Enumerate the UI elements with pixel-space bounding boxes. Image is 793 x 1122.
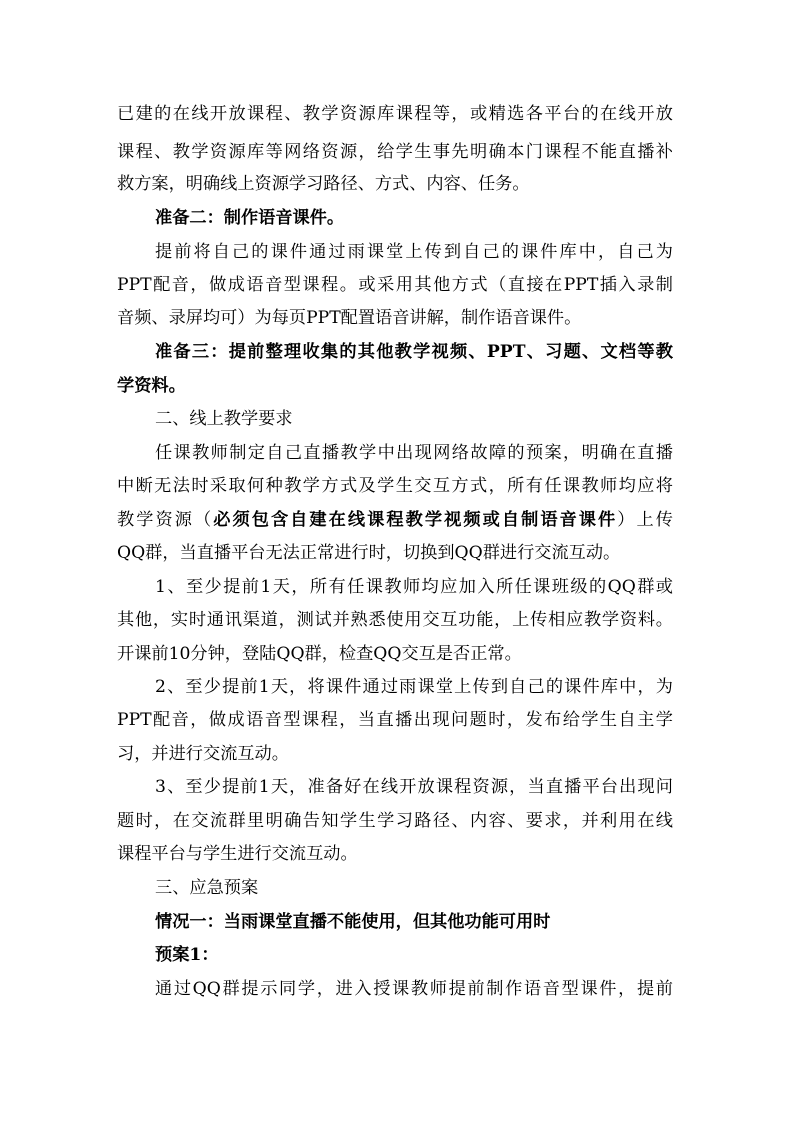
- section-heading: 二、线上教学要求: [155, 409, 293, 429]
- section-subheading: 学资料。: [117, 376, 186, 396]
- body-text-line: 任课教师制定自己直播教学中出现网络故障的预案，明确在直播: [155, 443, 673, 463]
- body-text-line: 提前将自己的课件通过雨课堂上传到自己的课件库中，自己为: [155, 242, 673, 262]
- body-text-line: 救方案，明确线上资源学习路径、方式、内容、任务。: [117, 174, 530, 194]
- body-text-line: 课程平台与学生进行交流互动。: [117, 844, 358, 864]
- body-text-line: 中断无法时采取何种教学方式及学生交互方式，所有任课教师均应将: [117, 476, 673, 496]
- section-subheading: 情况一：当雨课堂直播不能使用，但其他功能可用时: [155, 912, 551, 932]
- body-text-line: 已建的在线开放课程、教学资源库课程等，或精选各平台的在线开放: [117, 104, 673, 124]
- section-subheading: 准备三：提前整理收集的其他教学视频、PPT、习题、文档等教: [155, 342, 673, 362]
- body-text-line: 通过QQ群提示同学，进入授课教师提前制作语音型课件，提前: [155, 979, 673, 999]
- body-text-line: 其他，实时通讯渠道，测试并熟悉使用交互功能，上传相应教学资料。: [117, 610, 673, 630]
- body-text-line: 习，并进行交流互动。: [117, 744, 289, 764]
- text-run: 教学资源（: [117, 510, 214, 530]
- emphasis-text: 必须包含自建在线课程教学视频或自制语音课件: [213, 510, 618, 530]
- body-text-line: 题时，在交流群里明确告知学生学习路径、内容、要求，并利用在线: [117, 811, 673, 831]
- list-item-line: 2、至少提前1天，将课件通过雨课堂上传到自己的课件库中，为: [155, 677, 673, 697]
- body-text-line: 开课前10分钟，登陆QQ群，检查QQ交互是否正常。: [117, 644, 522, 664]
- section-subheading: 准备二：制作语音课件。: [155, 208, 345, 228]
- body-text-line: PPT配音，做成语音型课程。或采用其他方式（直接在PPT插入录制: [117, 275, 673, 295]
- body-text-line: PPT配音，做成语音型课程，当直播出现问题时，发布给学生自主学: [117, 710, 673, 730]
- list-item-line: 3、至少提前1天，准备好在线开放课程资源，当直播平台出现问: [155, 777, 673, 797]
- section-subheading: 预案1：: [155, 945, 219, 965]
- text-run: ）上传: [617, 510, 673, 530]
- body-text-line: [117, 507, 673, 533]
- body-text-line: QQ群，当直播平台无法正常进行时，切换到QQ群进行交流互动。: [117, 543, 621, 563]
- body-text-line: 音频、录屏均可）为每页PPT配置语音讲解，制作语音课件。: [117, 308, 582, 328]
- body-text-line: 课程、教学资源库等网络资源，给学生事先明确本门课程不能直播补: [117, 142, 673, 162]
- section-heading: 三、应急预案: [155, 878, 259, 898]
- list-item-line: 1、至少提前1天，所有任课教师均应加入所任课班级的QQ群或: [155, 577, 673, 597]
